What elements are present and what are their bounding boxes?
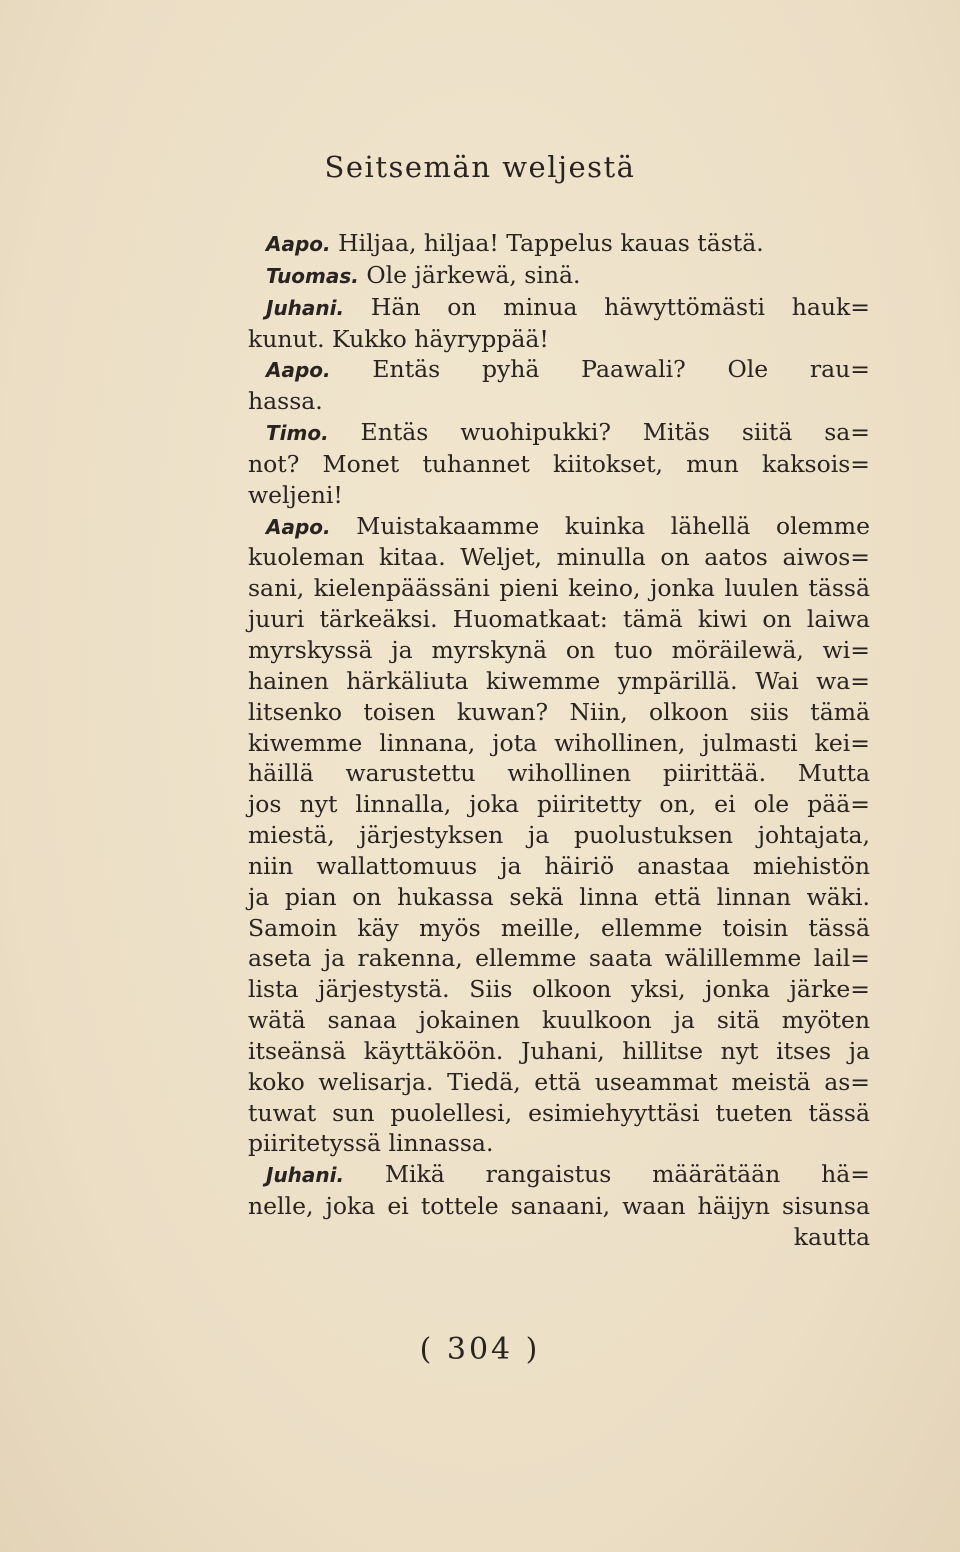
line-text: not? Monet tuhannet kiitokset, mun kaksois= [248,449,870,478]
text-line [248,260,870,292]
line-text: Mikä rangaistus määrätään hä= [384,1160,870,1189]
line-text: tuwat sun puolellesi, esimiehyyttäsi tueten tässä [248,1098,870,1127]
line-text: hainen härkäliuta kiwemme ympärillä. Wai wa= [248,666,870,695]
text-line [248,943,870,974]
body-text [248,228,870,1253]
text-line [248,882,870,913]
text-line [248,573,870,604]
line-text: koko welisarja. Tiedä, että useammat meistä as= [248,1067,870,1096]
text-line [248,604,870,635]
line-text: lista järjestystä. Siis olkoon yksi, jonka järke= [248,975,870,1004]
text-line [248,1067,870,1098]
line-text: kautta [793,1223,870,1251]
speaker-name: Aapo. [266,358,331,383]
text-line [248,417,870,449]
text-line [248,635,870,666]
text-line [248,354,870,386]
line-text: litsenko toisen kuwan? Niin, olkoon siis tämä [248,697,870,726]
text-line [248,666,870,697]
speaker-name: Aapo. [266,232,331,256]
speaker-name: Timo. [266,421,329,446]
line-text: juuri tärkeäksi. Huomatkaat: tämä kiwi on laiwa [248,605,870,634]
text-line [248,1098,870,1129]
text-line [248,913,870,944]
line-text: miestä, järjestyksen ja puolustuksen johtajata, [248,821,870,850]
speaker-name: Juhani. [266,295,345,320]
line-text: Entäs pyhä Paawali? Ole rau= [372,355,870,384]
line-text: kuoleman kitaa. Weljet, minulla on aatos aiwos= [248,543,870,572]
line-text: hassa. [248,387,323,416]
text-line [248,324,870,355]
line-text: piiritetyssä linnassa. [248,1129,494,1158]
text-line [248,728,870,759]
line-text: Muistakaamme kuinka lähellä olemme [356,511,870,540]
line-text: Entäs wuohipukki? Mitäs siitä sa= [360,418,870,447]
text-line [248,480,870,511]
text-line [248,511,870,543]
line-text: Hän on minua häwyttömästi hauk= [370,292,870,321]
text-line [248,1159,870,1191]
text-line [248,820,870,851]
line-text: weljeni! [248,480,343,509]
line-text: Samoin käy myös meille, ellemme toisin tässä [248,913,870,942]
text-line [248,386,870,417]
line-text: kiwemme linnana, jota wihollinen, julmasti kei= [248,728,870,757]
line-text: Ole järkewä, sinä. [366,260,581,289]
text-line [248,789,870,820]
line-text: wätä sanaa jokainen kuulkoon ja sitä myöten [248,1006,870,1035]
text-line [248,1222,870,1253]
line-text: aseta ja rakenna, ellemme saata wälillemme lail= [248,944,870,973]
line-text: kunut. Kukko häyryppää! [248,324,549,353]
speaker-name: Juhani. [266,1163,345,1188]
text-line [248,1036,870,1067]
line-text: sani, kielenpäässäni pieni keino, jonka luulen tässä [248,574,870,603]
line-text: itseänsä käyttäköön. Juhani, hillitse nyt itses ja [248,1036,870,1065]
text-line [248,851,870,882]
line-text: Hiljaa, hiljaa! Tappelus kauas tästä. [338,229,764,257]
text-line [248,1005,870,1036]
running-head: Seitsemän weljestä [324,150,636,184]
page-number: ( 304 ) [419,1332,541,1367]
text-line [248,449,870,480]
text-line [248,292,870,324]
line-text: ja pian on hukassa sekä linna että linnan wäki. [248,882,870,911]
line-text: jos nyt linnalla, joka piiritetty on, ei ole pää= [248,790,870,819]
speaker-name: Aapo. [266,514,331,539]
line-text: myrskyssä ja myrskynä on tuo möräilewä, wi= [248,635,870,664]
line-text: niin wallattomuus ja häiriö anastaa miehistön [248,851,870,880]
text-line [248,1191,870,1222]
text-line [248,228,870,260]
line-text: nelle, joka ei tottele sanaani, waan häijyn sisunsa [248,1192,870,1221]
text-line [248,697,870,728]
text-line [248,758,870,789]
speaker-name: Tuomas. [266,263,359,288]
text-line [248,1128,870,1159]
line-text: häillä warustettu wihollinen piirittää. Mutta [248,759,870,788]
text-line [248,542,870,573]
text-line [248,974,870,1005]
